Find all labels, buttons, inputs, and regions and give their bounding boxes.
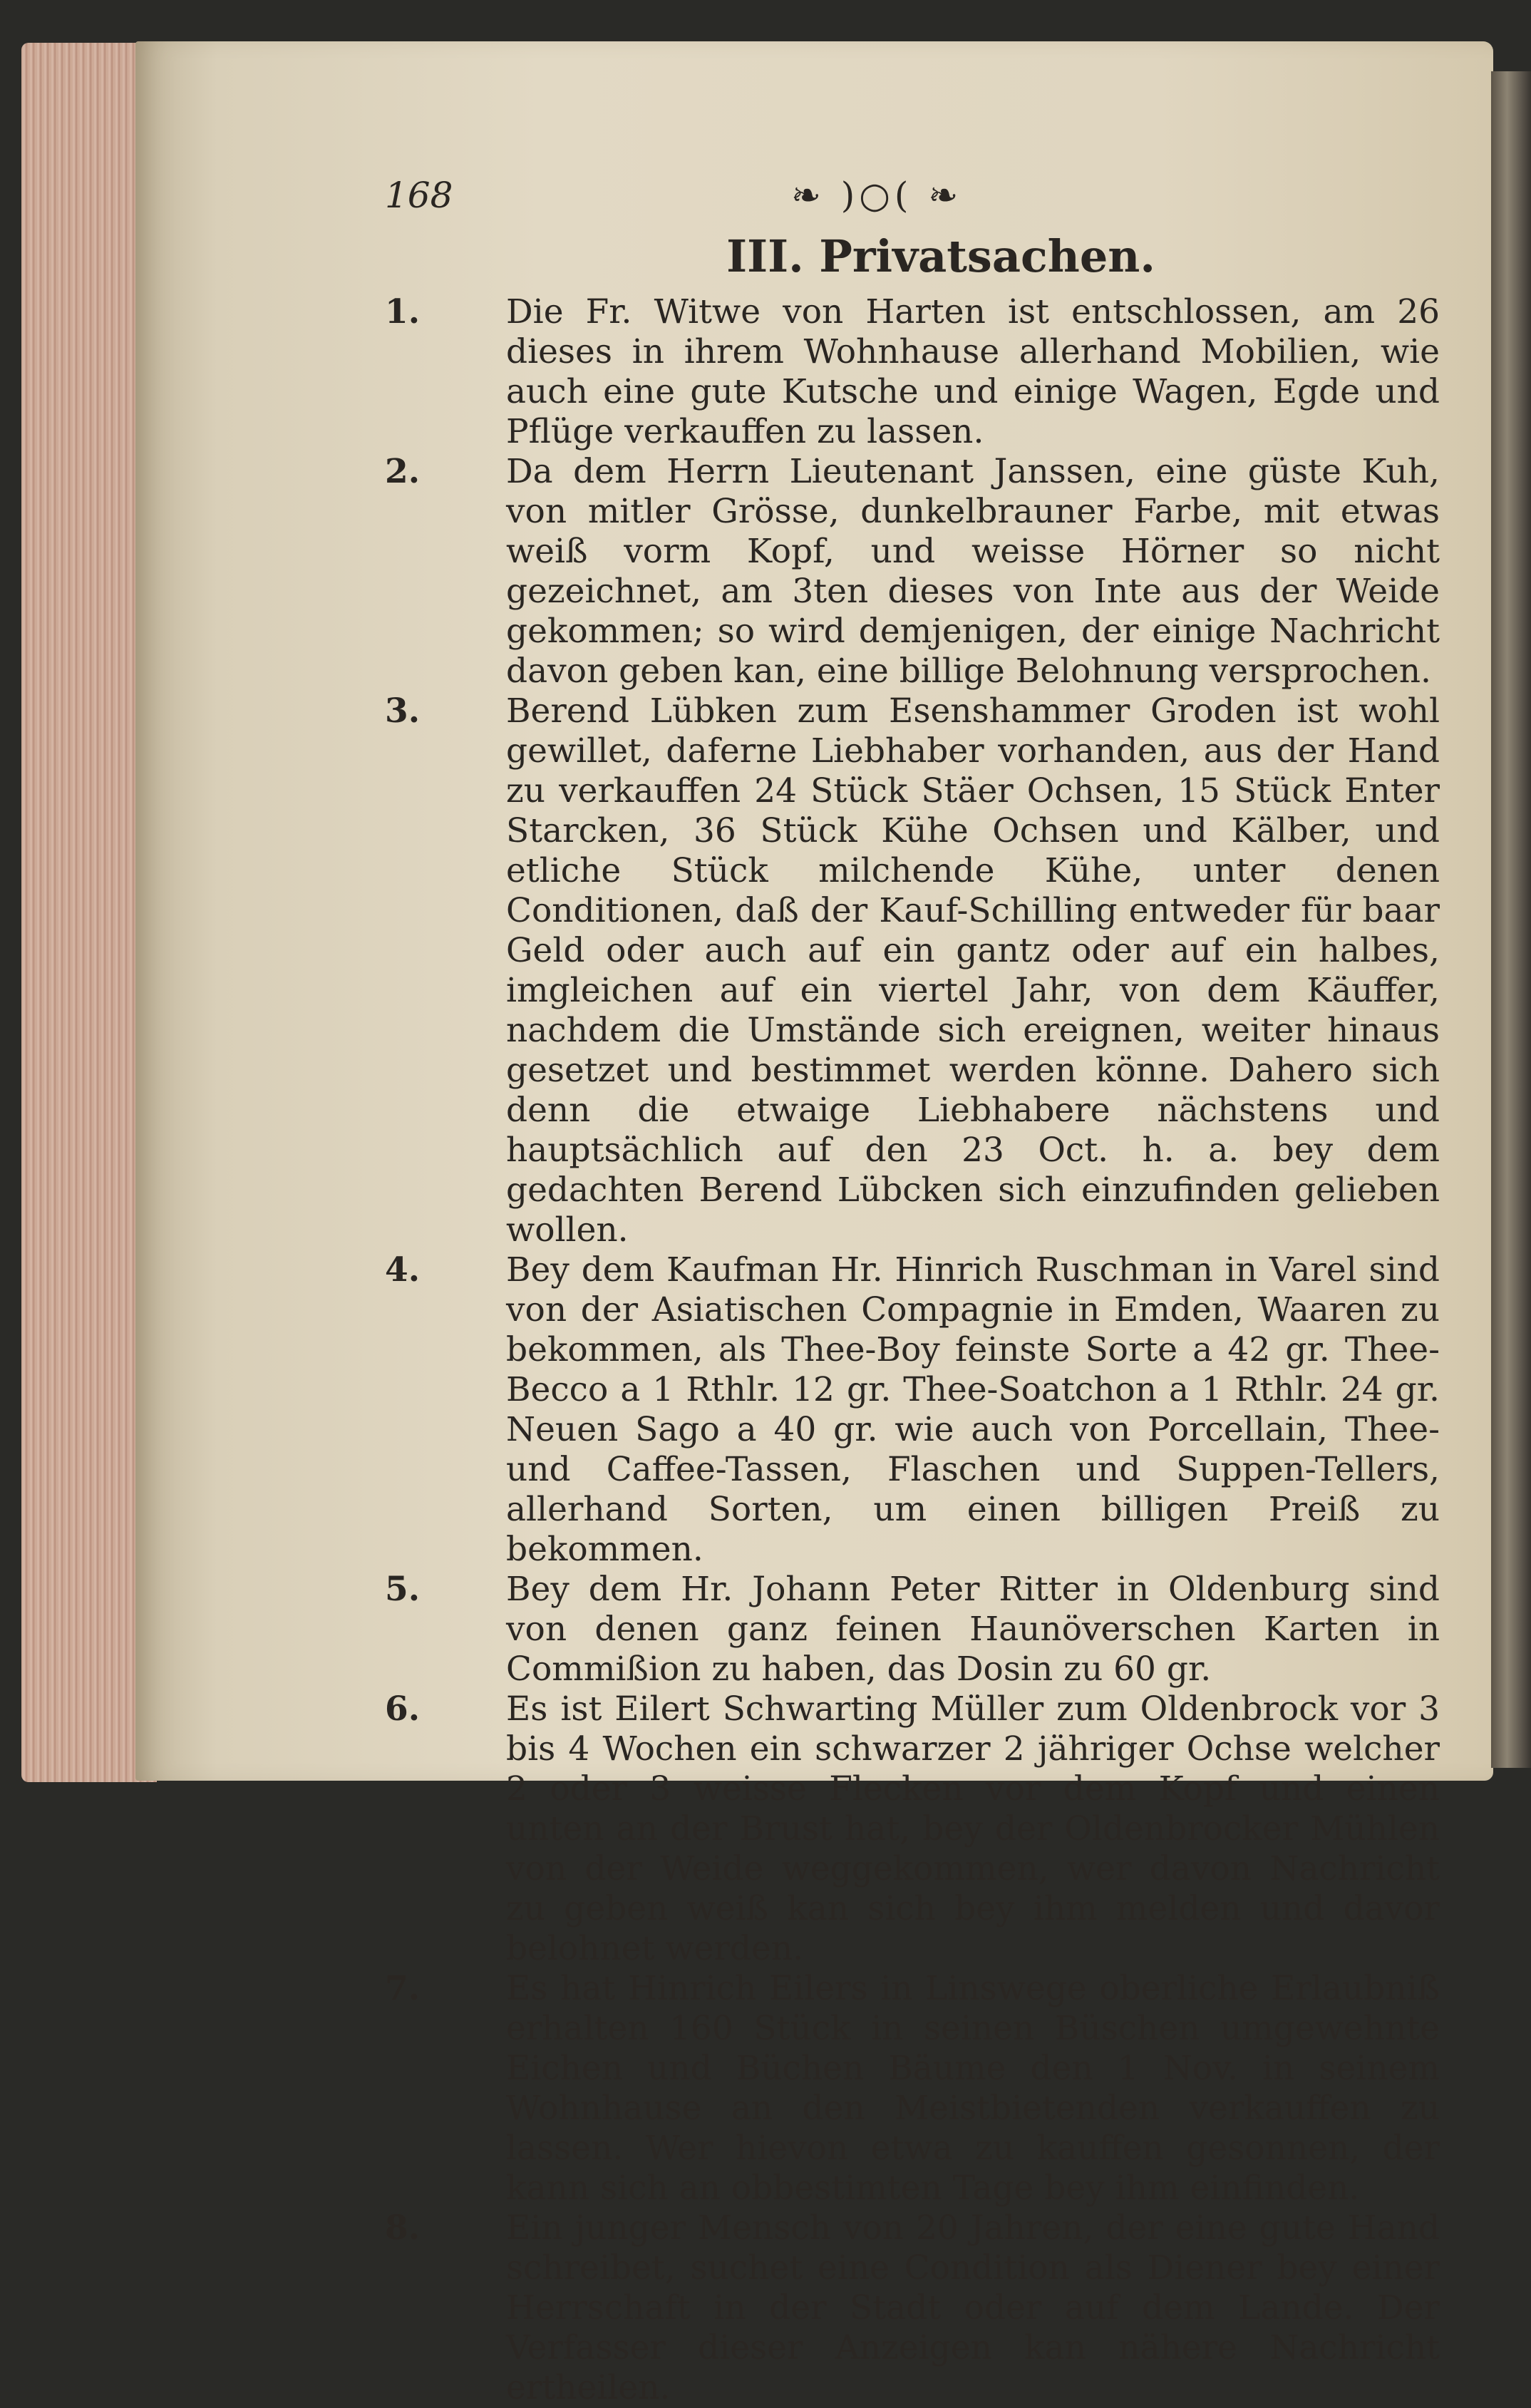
header-ornament: ❧ )○( ❧ — [791, 175, 963, 216]
entry-number: 4. — [385, 1250, 421, 1290]
running-head — [385, 175, 1440, 225]
notice-entry — [385, 1969, 1440, 2208]
entry-number: 8. — [385, 2208, 421, 2248]
book-gutter — [1491, 71, 1531, 1768]
notice-entry — [385, 292, 1440, 452]
entry-text: Die Fr. Witwe von Harten ist entschlossen, am 26 dieses in ihrem Wohnhause allerhand Mobilien, wie auch eine gute Kutsche und einige Wagen, Egde und Pflüge verkauffen zu lassen. — [506, 292, 1440, 451]
entry-text: Es hat Hinrich Eilers in Linswege oberliche Erlaubniß erhalten 160 Stück in seinen Büschen umgewehnte Eichen und Büchen Bäume den 1 Nov. in seinem Wohnhause an den Meistbietenden verkauffen zu lassen. Wer hievon etwa zu kauffen gesonnen, der kann sich an obbestimten Tage bey ihm einfinden. — [506, 1969, 1440, 2208]
entry-number: 5. — [385, 1570, 421, 1609]
notice-entry — [385, 1689, 1440, 1969]
page-content — [385, 175, 1440, 2408]
entry-number: 7. — [385, 1969, 421, 2008]
entry-number: 6. — [385, 1689, 421, 1729]
page-number: 168 — [385, 175, 453, 216]
section-title: III. Privatsachen. — [726, 230, 1155, 282]
notice-entry — [385, 1570, 1440, 1689]
entry-number: 1. — [385, 292, 421, 331]
entry-text: Da dem Herrn Lieutenant Janssen, eine güste Kuh, von mitler Grösse, dunkelbrauner Farbe, mit etwas weiß vorm Kopf, und weisse Hörner so nicht gezeichnet, am 3ten dieses von Inte aus der Weide gekommen; so wird demjenigen, der einige Nachricht davon geben kan, eine billige Belohnung versprochen. — [506, 452, 1440, 691]
notice-entry — [385, 452, 1440, 691]
entry-text: Ein junger Mensch von 20 Jahren, der eine gute Hand schreibet, suchet eine Condition als Diener bey einer Herrschaft in der Stadt oder auf dem Lande. Der Verfasser dieser Anzeigen kan nähere Nachricht ertheilen. — [506, 2208, 1440, 2407]
notice-entry — [385, 691, 1440, 1250]
entry-text: Bey dem Kaufman Hr. Hinrich Ruschman in Varel sind von der Asiatischen Compagnie in Emden, Waaren zu bekommen, als Thee-Boy feinste Sorte a 42 gr. Thee-Becco a 1 Rthlr. 12 gr. Thee-Soatchon a 1 Rthlr. 24 gr. Neuen Sago a 40 gr. wie auch von Porcellain, Thee- und Caffee-Tassen, Flaschen und Suppen-Tellers, allerhand Sorten, um einen billigen Preiß zu bekommen. — [506, 1250, 1440, 1569]
entry-text: Berend Lübken zum Esenshammer Groden ist wohl gewillet, daferne Liebhaber vorhanden, aus der Hand zu verkauffen 24 Stück Stäer Ochsen, 15 Stück Enter Starcken, 36 Stück Kühe Ochsen und Kälber, und etliche Stück milchende Kühe, unter denen Conditionen, daß der Kauf-Schilling entweder für baar Geld oder auch auf ein gantz oder auf ein halbes, imgleichen auf ein viertel Jahr, von dem Käuffer, nachdem die Umstände sich ereignen, weiter hinaus gesetzet und bestimmet werden könne. Dahero sich denn die etwaige Liebhabere nächstens und hauptsächlich auf den 23 Oct. h. a. bey dem gedachten Berend Lübcken sich einzufinden gelieben wollen. — [506, 691, 1440, 1250]
entry-text: Es ist Eilert Schwarting Müller zum Oldenbrock vor 3 bis 4 Wochen ein schwarzer 2 jähriger Ochse welcher 2 oder 3 weisse Flecken vor dem Kopf und einen unten an der Brust hat, bey der Oldenbrocker Mühlen von der Weide weggekommen, wer davon Nachricht zu geben weiß kan sich bey ihm melden und davor belohnet werden. — [506, 1689, 1440, 1968]
entry-number: 2. — [385, 452, 421, 491]
notice-entry — [385, 2208, 1440, 2408]
notice-entry — [385, 1250, 1440, 1570]
entry-number: 3. — [385, 691, 421, 731]
entry-text: Bey dem Hr. Johann Peter Ritter in Oldenburg sind von denen ganz feinen Haunöverschen Karten in Commißion zu haben, das Dosin zu 60 gr. — [506, 1570, 1440, 1689]
